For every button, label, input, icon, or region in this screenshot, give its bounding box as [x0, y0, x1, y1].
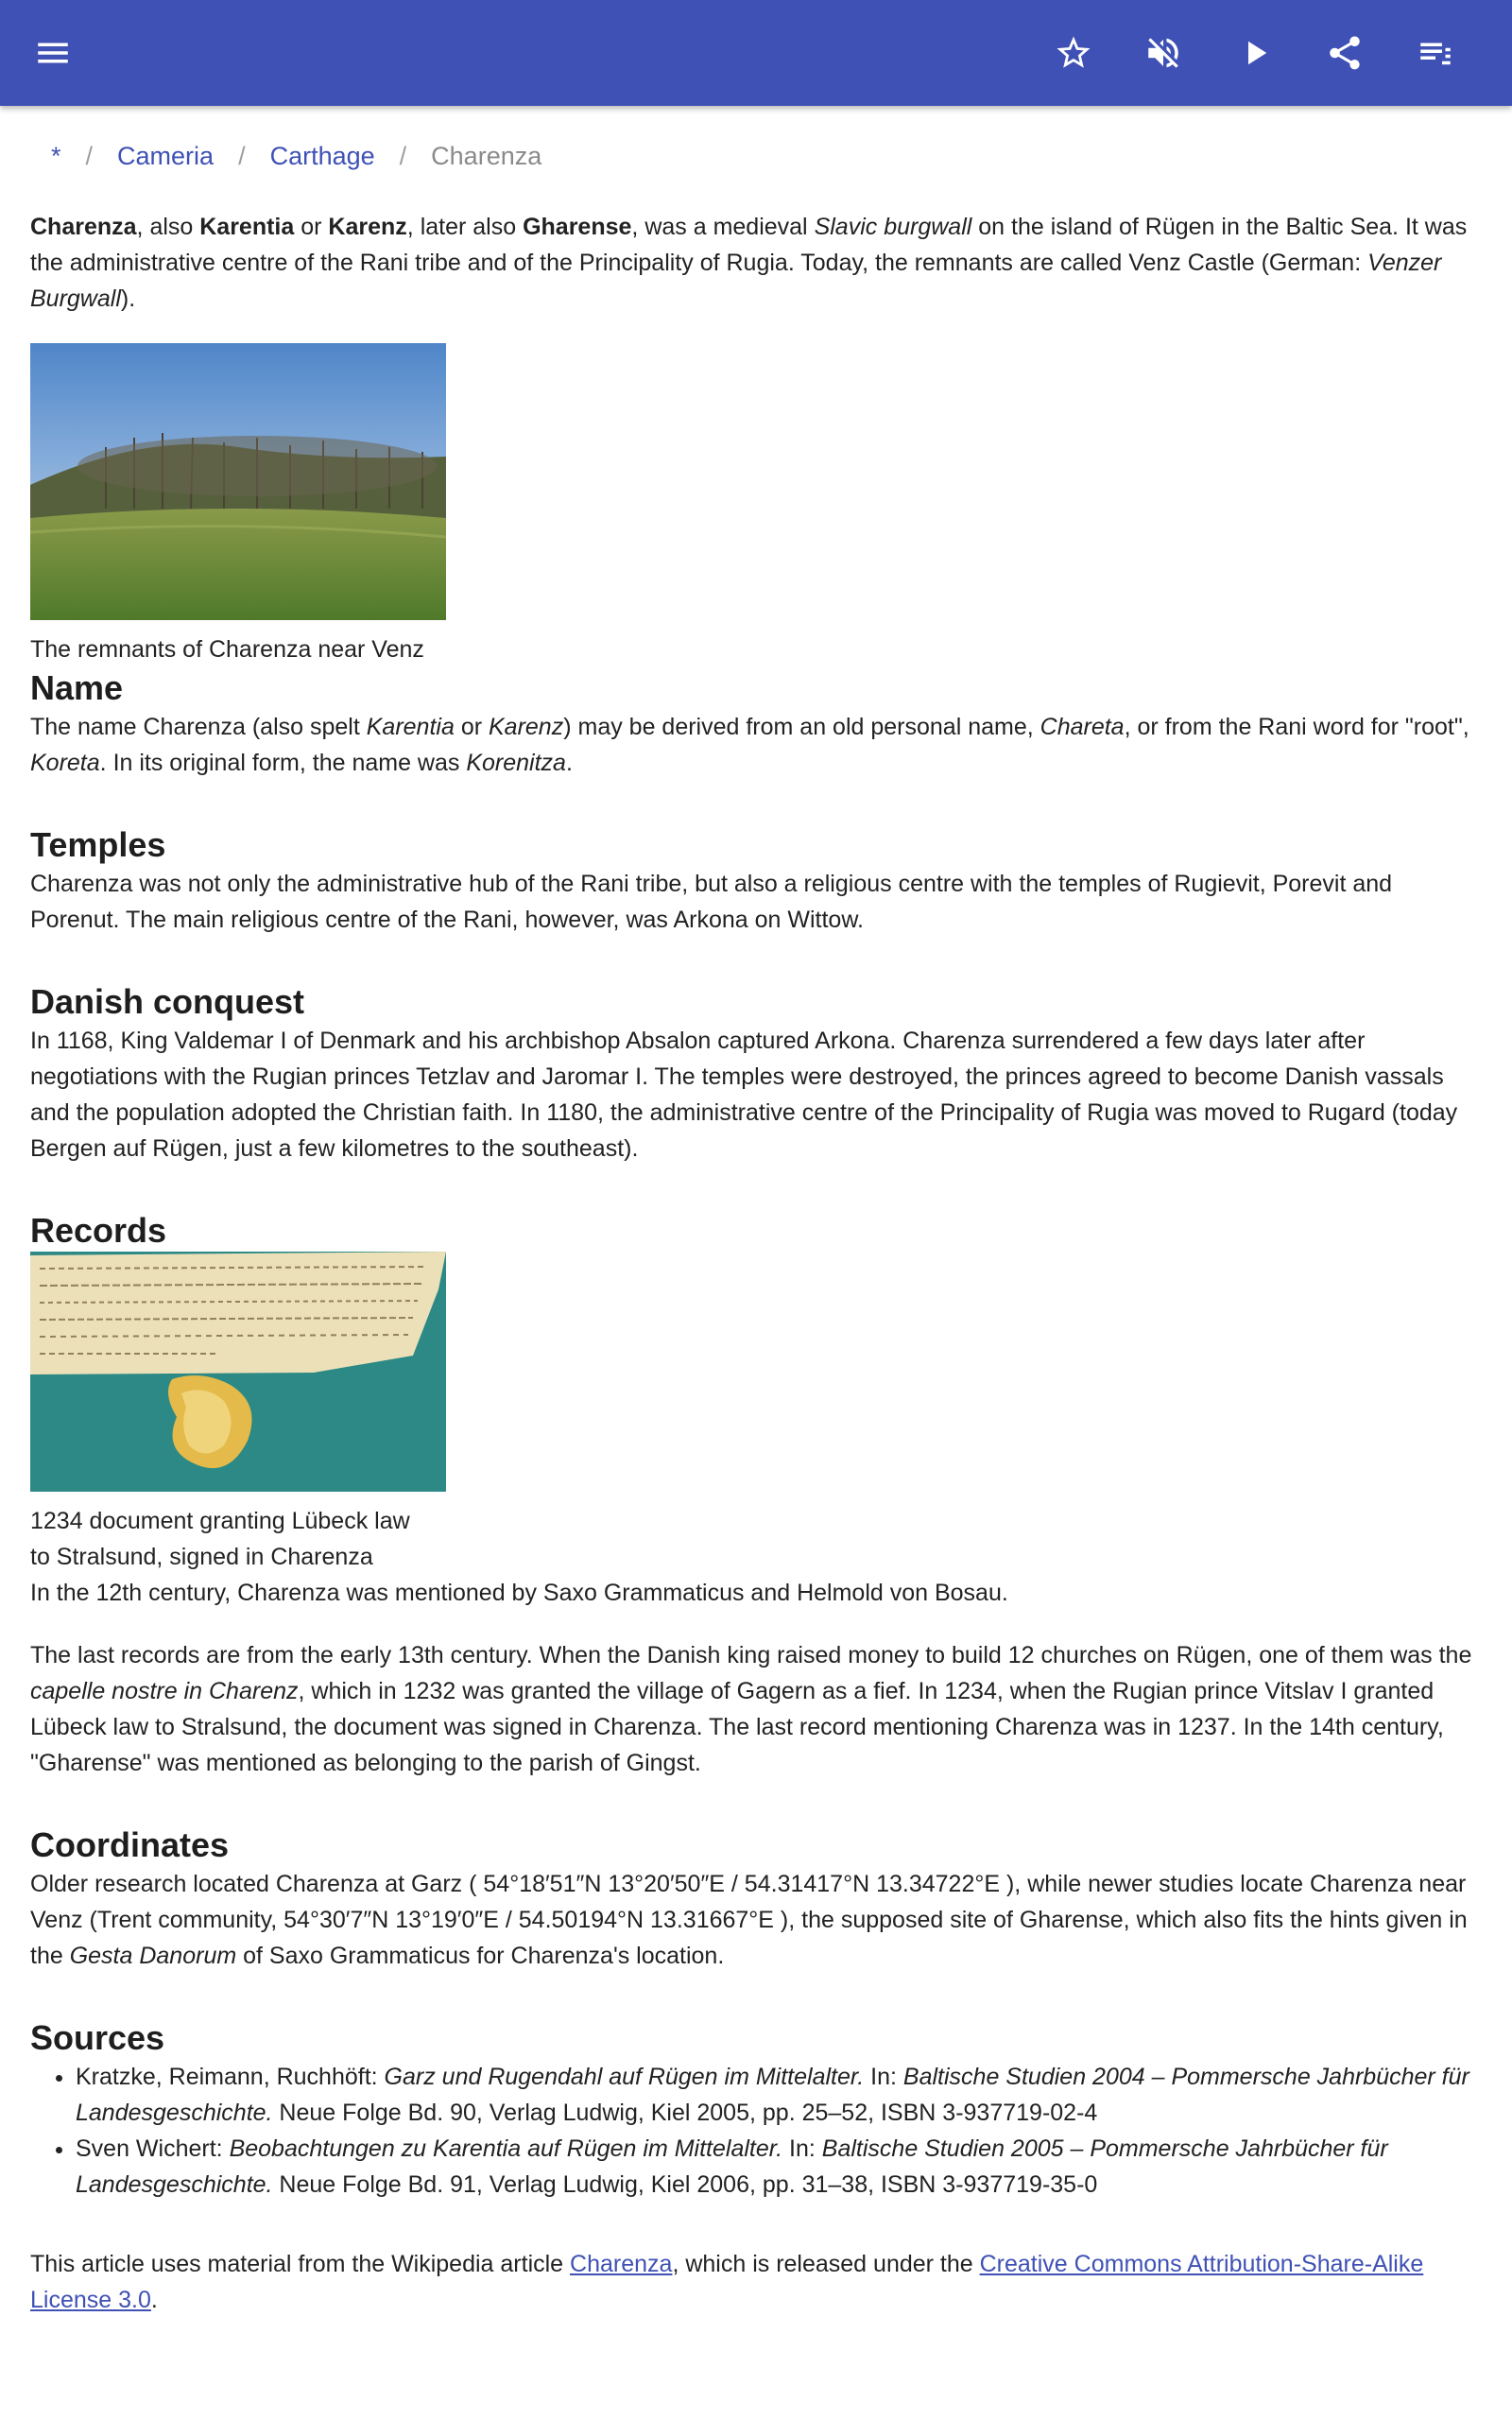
name-paragraph: The name Charenza (also spelt Karentia or Karenz) may be derived from an old personal name, Chareta, or from the Rani word for "root", Koreta. In its original form, the name was Korenitza.: [30, 714, 1469, 776]
figure-caption: The remnants of Charenza near Venz: [30, 636, 424, 663]
heading-danish-conquest: Danish conquest: [30, 982, 305, 1021]
play-icon: [1235, 33, 1275, 73]
volume-off-icon: [1143, 33, 1183, 73]
charenza-article-link[interactable]: Charenza: [570, 2251, 673, 2277]
coordinates-paragraph: Older research located Charenza at Garz ( 54°18′51″N 13°20′50″E / 54.31417°N 13.34722°E ), while newer studies locate Charenza near Venz (Trent community, 54°30′7″N 13°19′0″E / 54.50194°N 13.31667°E ), the supposed site of Gharense, which also fits the hints given in the Gesta Danorum of Saxo Grammaticus for Charenza's location.: [30, 1871, 1468, 1969]
menu-icon: [33, 33, 73, 73]
breadcrumb-separator: /: [238, 142, 246, 170]
share-button[interactable]: [1318, 26, 1371, 79]
article-content: [30, 142, 1486, 2318]
license-paragraph: This article uses material from the Wikipedia article Charenza, which is released under the Creative Commons Attribution-Share-Alike License 3.0.: [30, 2251, 1424, 2313]
breadcrumb-separator: /: [85, 142, 94, 170]
heading-name: Name: [30, 668, 124, 707]
records-paragraph-2: The last records are from the early 13th century. When the Danish king raised money to build 12 churches on Rügen, one of them was the capelle nostre in Charenz, which in 1232 was granted the village of Gagern as a fief. In 1234, when the Rugian prince Vitslav I granted Lübeck law to Stralsund, the document was signed in Charenza. The last record mentioning Charenza was in 1237. In the 14th century, "Gharense" was mentioned as belonging to the parish of Gingst.: [30, 1642, 1472, 1776]
temples-paragraph: Charenza was not only the administrative hub of the Rani tribe, but also a religious centre with the temples of Rugievit, Porevit and Porenut. The main religious centre of the Rani, however, was Arkona on Wittow.: [30, 871, 1393, 933]
share-icon: [1325, 33, 1365, 73]
breadcrumb-item-cameria[interactable]: Cameria: [117, 142, 215, 170]
list-item: • Kratzke, Reimann, Ruchhöft: Garz und Rugendahl auf Rügen im Mittelalter. In: Baltische Studien 2004 – Pommersche Jahrbücher für Landesgeschichte. Neue Folge Bd. 90, Verlag Ludwig, Kiel 2005, pp. 25–52, ISBN 3-937719-02-4: [76, 2059, 1486, 2131]
heading-coordinates: Coordinates: [30, 1825, 230, 1864]
figure-document: [30, 1252, 1486, 1575]
play-button[interactable]: [1228, 26, 1281, 79]
figure-caption: 1234 document granting Lübeck law to Stralsund, signed in Charenza: [30, 1508, 410, 1570]
heading-sources: Sources: [30, 2018, 165, 2057]
cc-license-link[interactable]: Creative Commons Attribution-Share-Alike License 3.0: [30, 2251, 1424, 2313]
playlist-icon: [1416, 33, 1455, 73]
document-photo[interactable]: [30, 1252, 446, 1492]
sources-list: [30, 2059, 1486, 2203]
breadcrumb-separator: /: [399, 142, 407, 170]
breadcrumb-item-carthage[interactable]: Carthage: [269, 142, 375, 170]
list-item: • Sven Wichert: Beobachtungen zu Karentia auf Rügen im Mittelalter. In: Baltische Studien 2005 – Pommersche Jahrbücher für Landesgeschichte. Neue Folge Bd. 91, Verlag Ludwig, Kiel 2006, pp. 31–38, ISBN 3-937719-35-0: [76, 2131, 1486, 2203]
heading-temples: Temples: [30, 825, 166, 864]
breadcrumb-current: Charenza: [431, 142, 542, 170]
app-bar: [0, 0, 1512, 106]
favorite-button[interactable]: [1047, 26, 1100, 79]
breadcrumb: [51, 142, 1486, 171]
playlist-button[interactable]: [1409, 26, 1462, 79]
heading-records: Records: [30, 1211, 167, 1250]
figure-remnants: [30, 343, 1486, 667]
star-icon: [1054, 33, 1093, 73]
intro-paragraph: Charenza, also Karentia or Karenz, later also Gharense, was a medieval Slavic burgwall on the island of Rügen in the Baltic Sea. It was the administrative centre of the Rani tribe and of the Principality of Rugia. Today, the remnants are called Venz Castle (German: Venzer Burgwall).: [30, 214, 1468, 312]
remnants-photo[interactable]: [30, 343, 446, 620]
danish-paragraph: In 1168, King Valdemar I of Denmark and his archbishop Absalon captured Arkona. Charenza surrendered a few days later after negotiations with the Rugian princes Tetzlav and Jaromar I. The temples were destroyed, the princes agreed to become Danish vassals and the population adopted the Christian faith. In 1180, the administrative centre of the Principality of Rugia was moved to Rugard (today Bergen auf Rügen, just a few kilometres to the southeast).: [30, 1028, 1458, 1162]
menu-button[interactable]: [26, 26, 79, 79]
mute-button[interactable]: [1137, 26, 1190, 79]
breadcrumb-home[interactable]: *: [51, 142, 61, 170]
records-paragraph-1: In the 12th century, Charenza was mentioned by Saxo Grammaticus and Helmold von Bosau.: [30, 1580, 1008, 1606]
